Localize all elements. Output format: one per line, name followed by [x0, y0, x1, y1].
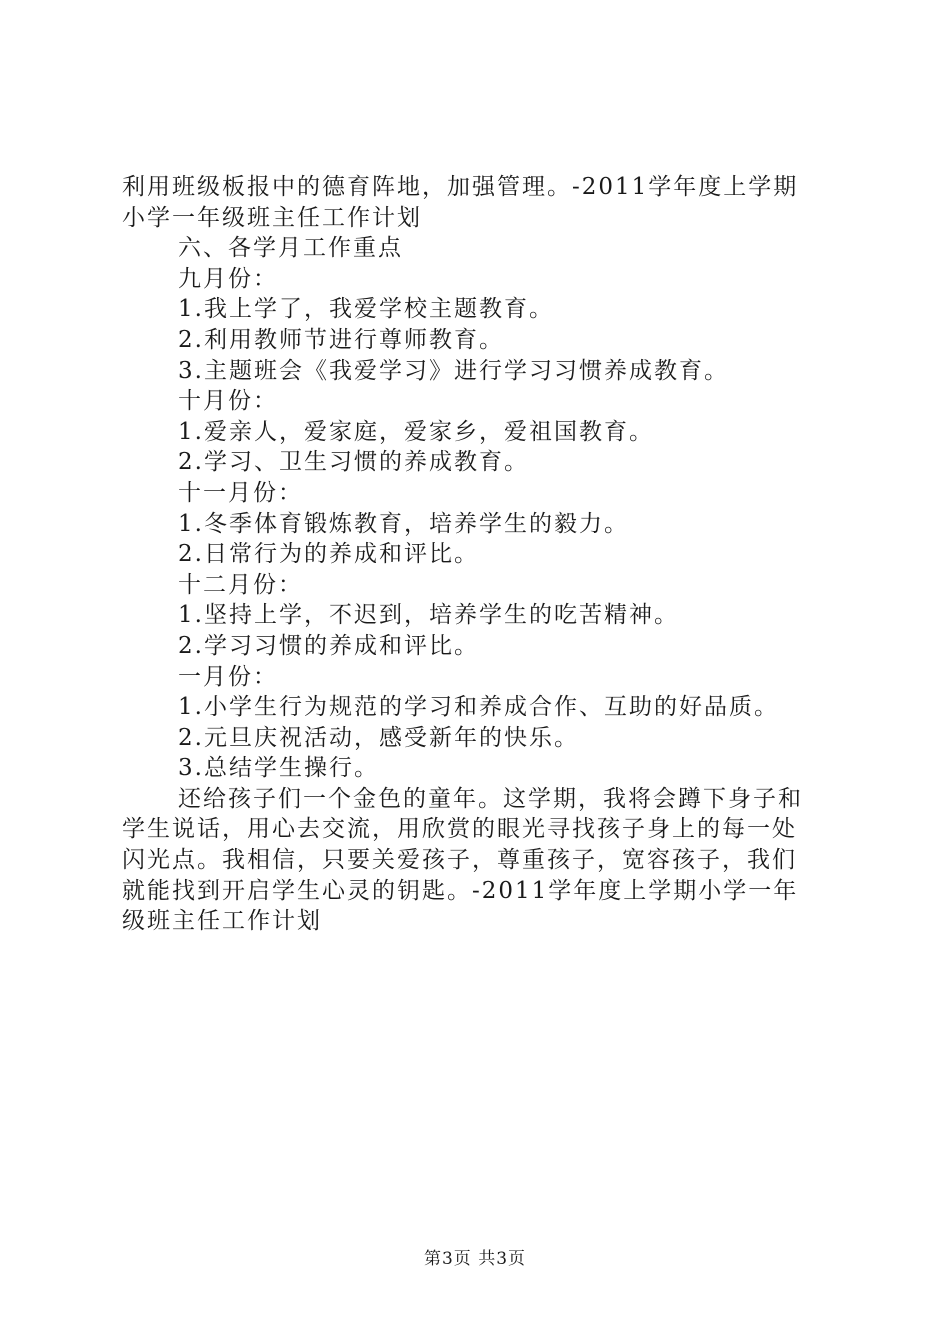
list-item: 1.坚持上学，不迟到，培养学生的吃苦精神。 [178, 602, 679, 629]
paragraph-line: 级班主任工作计划 [122, 908, 322, 935]
paragraph-line: 闪光点。我相信，只要关爱孩子，尊重孩子，宽容孩子，我们 [122, 847, 797, 874]
text-line: 小学一年级班主任工作计划 [122, 204, 422, 231]
list-item: 3.总结学生操行。 [178, 755, 379, 782]
paragraph-line: 学生说话，用心去交流，用欣赏的眼光寻找孩子身上的每一处 [122, 816, 797, 843]
month-heading: 十月份： [178, 388, 278, 415]
month-heading: 十一月份： [178, 479, 303, 506]
list-item: 1.我上学了，我爱学校主题教育。 [178, 296, 554, 323]
list-item: 1.小学生行为规范的学习和养成合作、互助的好品质。 [178, 694, 779, 721]
text-line: 利用班级板报中的德育阵地，加强管理。-2011学年度上学期 [122, 174, 799, 200]
paragraph-line: 还给孩子们一个金色的童年。这学期，我将会蹲下身子和 [178, 785, 803, 812]
list-item: 1.冬季体育锻炼教育，培养学生的毅力。 [178, 510, 629, 537]
month-heading: 九月份： [178, 265, 278, 292]
list-item: 2.学习习惯的养成和评比。 [178, 632, 479, 659]
list-item: 2.日常行为的养成和评比。 [178, 541, 479, 568]
document-body [122, 172, 834, 937]
page-number-footer: 第3页 共3页 [423, 1249, 527, 1269]
list-item: 3.主题班会《我爱学习》进行学习习惯养成教育。 [178, 357, 729, 384]
list-item: 2.元旦庆祝活动，感受新年的快乐。 [178, 724, 579, 751]
list-item: 2.利用教师节进行尊师教育。 [178, 326, 504, 353]
section-heading: 六、各学月工作重点 [178, 235, 403, 262]
month-heading: 十二月份： [178, 571, 303, 598]
paragraph-line: 就能找到开启学生心灵的钥匙。-2011学年度上学期小学一年 [122, 877, 799, 904]
month-heading: 一月份： [178, 663, 278, 690]
list-item: 2.学习、卫生习惯的养成教育。 [178, 449, 529, 476]
list-item: 1.爱亲人，爱家庭，爱家乡，爱祖国教育。 [178, 418, 654, 445]
